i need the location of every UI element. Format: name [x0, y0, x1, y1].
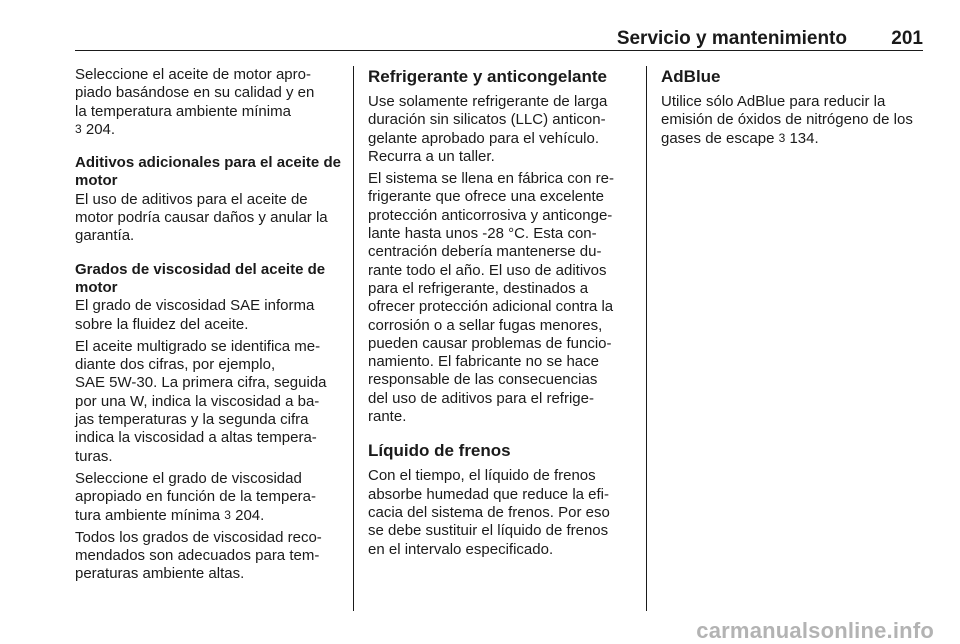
viscosity-paragraph-4: Todos los grados de viscosidad reco- mendados son adecuados para tem- peraturas ambiente altas.: [75, 528, 322, 583]
column-divider-1: [353, 66, 354, 611]
viscosity-heading: Grados de viscosidad del aceite de motor: [75, 260, 326, 296]
page-ref-arrow-icon: 3: [778, 130, 786, 145]
additives-heading: Aditivos adicionales para el aceite de motor: [75, 154, 341, 190]
header-divider: [75, 50, 923, 51]
coolant-heading: Refrigerante y anticongelante: [368, 67, 608, 86]
section-title: Servicio y mantenimiento: [616, 28, 847, 49]
page-header: [75, 28, 923, 52]
column-3: [661, 66, 929, 148]
page-number: 201: [891, 28, 923, 49]
watermark: carmanualsonline.info: [696, 618, 934, 643]
adblue-paragraph: Utilice sólo AdBlue para reducir la emisión de óxidos de nitrógeno de los gases de escape 3 134.: [661, 93, 913, 147]
column-1: [75, 66, 343, 584]
additives-paragraph: El uso de aditivos para el aceite de motor podría causar daños y anular la garantía.: [75, 190, 328, 245]
column-2: [368, 66, 636, 559]
brake-fluid-heading: Líquido de frenos: [368, 441, 511, 461]
page-ref-arrow-icon: 3: [224, 507, 231, 522]
column-divider-2: [646, 66, 647, 611]
coolant-paragraph-2: El sistema se llena en fábrica con re- frigerante que ofrece una excelente protección anticorrosiva y anticonge- lante hasta unos -28 °C. Esta con- centración debería mantenerse du- rante todo el año. El uso de aditivos para el refrigerante, destinados a ofrecer protección adicional contra la corrosión o a sellar fugas menores, pueden causar problemas de funcio- namiento. El fabricante no se hace responsable de las consecuencias del uso de aditivos para el refrige- rante.: [368, 170, 614, 426]
brake-fluid-paragraph: Con el tiempo, el líquido de frenos absorbe humedad que reduce la efi- cacia del sistema de frenos. Por eso se debe sustituir el líquido de frenos en el intervalo especificado.: [368, 467, 610, 558]
viscosity-paragraph-1: El grado de viscosidad SAE informa sobre la fluidez del aceite.: [75, 297, 315, 333]
adblue-heading: AdBlue: [661, 67, 721, 86]
text-line: Seleccione el aceite de motor apro-: [75, 66, 311, 83]
text-line: piado basándose en su calidad y en: [75, 84, 315, 102]
page-ref-link[interactable]: 204.: [235, 506, 265, 524]
coolant-paragraph-1: Use solamente refrigerante de larga duración sin silicatos (LLC) anticon- gelante aprobado para el vehículo. Recurra a un taller.: [368, 93, 608, 165]
page-ref-link[interactable]: 204.: [85, 120, 116, 138]
text-line: la temperatura ambiente mínima: [75, 102, 291, 120]
viscosity-paragraph-3: Seleccione el grado de viscosidad apropiado en función de la tempera- tura ambiente mínima 3 204.: [75, 469, 316, 524]
page-ref-link[interactable]: 134.: [789, 129, 819, 147]
intro-paragraph: [75, 66, 343, 139]
page-ref-arrow-icon: 3: [75, 121, 82, 136]
viscosity-paragraph-2: El aceite multigrado se identifica me- diante dos cifras, por ejemplo, SAE 5W-30. La primera cifra, seguida por una W, indica la viscosidad a ba- jas temperaturas y la segunda cifra indica la viscosidad a altas tempera- turas.: [75, 337, 327, 465]
